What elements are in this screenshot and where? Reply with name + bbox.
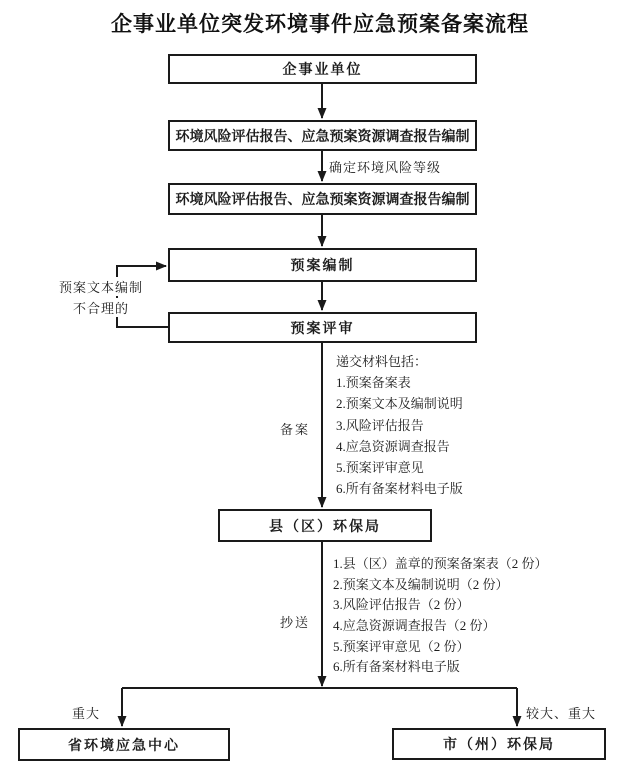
node-plan-review: 预案评审 [168, 312, 477, 343]
copy-list-item: 6.所有备案材料电子版 [333, 659, 460, 675]
submission-list-item: 4.应急资源调查报告 [336, 438, 450, 454]
copy-materials-list [333, 554, 548, 678]
node-county-epb: 县（区）环保局 [218, 509, 432, 542]
arrow-feedback-review-to-preparation [117, 266, 168, 327]
node-risk-assessment-report-1: 环境风险评估报告、应急预案资源调查报告编制 [168, 120, 477, 151]
edge-label-copy-to: 抄送 [279, 615, 310, 630]
edge-label-filing: 备案 [279, 422, 310, 437]
copy-list-item: 3.风险评估报告（2 份） [333, 597, 470, 613]
node-enterprise-unit: 企事业单位 [168, 54, 477, 84]
edge-label-determine-risk-level: 确定环境风险等级 [329, 160, 442, 175]
page-title: 企事业单位突发环境事件应急预案备案流程 [111, 12, 529, 36]
copy-list-item: 1.县（区）盖章的预案备案表（2 份） [333, 556, 548, 571]
copy-list-item: 5.预案评审意见（2 份） [333, 638, 470, 654]
submission-list-item: 3.风险评估报告 [336, 417, 424, 433]
submission-list-item: 2.预案文本及编制说明 [336, 396, 463, 412]
copy-list-item: 4.应急资源调查报告（2 份） [333, 618, 496, 634]
edge-label-larger-and-major: 较大、重大 [526, 706, 597, 721]
node-provincial-emergency-center: 省环境应急中心 [18, 728, 230, 761]
submission-list-item: 1.预案备案表 [336, 375, 411, 391]
edge-label-feedback-line1: 预案文本编制 [58, 277, 144, 296]
submission-list-item: 5.预案评审意见 [336, 459, 424, 475]
submission-list-header: 递交材料包括： [336, 354, 428, 369]
submission-materials-list [336, 351, 463, 499]
node-plan-preparation: 预案编制 [168, 248, 477, 282]
submission-list-item: 6.所有备案材料电子版 [336, 481, 463, 497]
edge-label-major: 重大 [71, 706, 100, 721]
copy-list-item: 2.预案文本及编制说明（2 份） [333, 576, 509, 592]
node-city-epb: 市（州）环保局 [392, 728, 606, 760]
edge-label-feedback-line2: 不合理的 [58, 298, 144, 317]
node-risk-assessment-report-2: 环境风险评估报告、应急预案资源调查报告编制 [168, 183, 477, 215]
